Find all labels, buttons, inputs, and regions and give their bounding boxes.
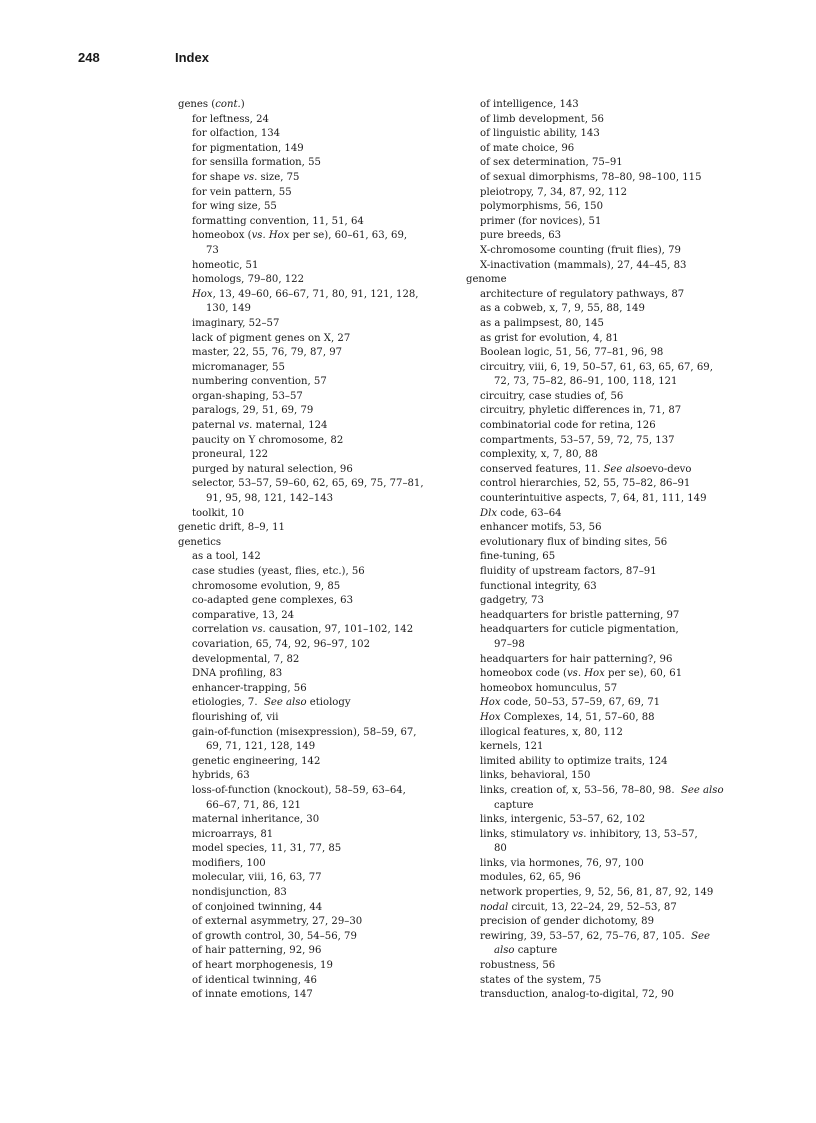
index-subentry: for shape vs. size, 75 (192, 171, 300, 183)
index-subentry: proneural, 122 (192, 449, 269, 461)
index-continuation: 130, 149 (206, 303, 251, 315)
index-subentry: complexity, x, 7, 80, 88 (480, 449, 598, 461)
index-subentry: of innate emotions, 147 (192, 989, 313, 1001)
index-subentry: as a tool, 142 (192, 551, 261, 563)
index-subentry: of external asymmetry, 27, 29–30 (192, 916, 363, 928)
index-subentry: molecular, viii, 16, 63, 77 (192, 872, 322, 884)
index-subentry: as a cobweb, x, 7, 9, 55, 88, 149 (480, 303, 645, 315)
index-subentry: co-adapted gene complexes, 63 (192, 595, 353, 607)
index-subentry: correlation vs. causation, 97, 101–102, 142 (192, 624, 414, 636)
index-subentry: model species, 11, 31, 77, 85 (192, 843, 342, 855)
index-subentry: of linguistic ability, 143 (480, 128, 600, 140)
index-subentry: for vein pattern, 55 (192, 186, 292, 198)
running-head: Index (175, 50, 209, 65)
index-subentry: control hierarchies, 52, 55, 75–82, 86–91 (480, 478, 691, 490)
index-subentry: selector, 53–57, 59–60, 62, 65, 69, 75, 77–81, (192, 478, 424, 490)
index-subentry: nondisjunction, 83 (192, 887, 287, 899)
index-subentry: evolutionary flux of binding sites, 56 (480, 536, 668, 548)
index-subentry: nodal circuit, 13, 22–24, 29, 52–53, 87 (480, 901, 677, 913)
index-subentry: Dlx code, 63–64 (480, 507, 562, 519)
index-subentry: of sexual dimorphisms, 78–80, 98–100, 115 (480, 171, 702, 183)
index-subentry: homologs, 79–80, 122 (192, 274, 305, 286)
index-subentry: Boolean logic, 51, 56, 77–81, 96, 98 (480, 347, 664, 359)
index-subentry: combinatorial code for retina, 126 (480, 420, 656, 432)
index-subentry: enhancer motifs, 53, 56 (480, 522, 602, 534)
index-subentry: Hox code, 50–53, 57–59, 67, 69, 71 (480, 697, 661, 709)
index-subentry: headquarters for hair patterning?, 96 (480, 653, 673, 665)
index-subentry: pure breeds, 63 (480, 230, 562, 242)
index-subentry: organ-shaping, 53–57 (192, 390, 303, 402)
index-subentry: compartments, 53–57, 59, 72, 75, 137 (480, 434, 675, 446)
index-heading: genetics (178, 536, 222, 548)
index-subentry: conserved features, 11. See alsoevo-devo (480, 463, 692, 475)
index-subentry: for olfaction, 134 (192, 128, 281, 140)
index-subentry: for wing size, 55 (192, 201, 277, 213)
index-subentry: circuitry, viii, 6, 19, 50–57, 61, 63, 65, 67, 69, (480, 361, 713, 373)
index-subentry: formatting convention, 11, 51, 64 (192, 215, 364, 227)
index-subentry: fine-tuning, 65 (480, 551, 556, 563)
index-subentry: lack of pigment genes on X, 27 (192, 332, 351, 344)
index-subentry: architecture of regulatory pathways, 87 (480, 288, 685, 300)
index-continuation: 73 (206, 244, 219, 256)
index-subentry: as a palimpsest, 80, 145 (480, 317, 604, 329)
index-continuation: 69, 71, 121, 128, 149 (206, 741, 316, 753)
index-subentry: links, intergenic, 53–57, 62, 102 (480, 814, 646, 826)
index-subentry: genetic engineering, 142 (192, 755, 321, 767)
index-subentry: homeotic, 51 (192, 259, 259, 271)
index-subentry: homeobox homunculus, 57 (480, 682, 618, 694)
index-column-right (466, 98, 751, 1003)
index-subentry: of intelligence, 143 (480, 99, 579, 110)
index-subentry: enhancer-trapping, 56 (192, 682, 307, 694)
index-subentry: counterintuitive aspects, 7, 64, 81, 111, 149 (480, 493, 707, 505)
index-subentry: master, 22, 55, 76, 79, 87, 97 (192, 347, 343, 359)
index-subentry: states of the system, 75 (480, 974, 602, 986)
index-subentry: of limb development, 56 (480, 113, 604, 125)
index-subentry: microarrays, 81 (192, 828, 274, 840)
index-subentry: imaginary, 52–57 (192, 317, 280, 329)
index-subentry: loss-of-function (knockout), 58–59, 63–64, (192, 784, 406, 796)
index-subentry: gain-of-function (misexpression), 58–59, 67, (192, 726, 417, 738)
index-heading: genes (cont.) (178, 99, 245, 110)
index-continuation: also capture (494, 945, 558, 957)
index-subentry: for leftness, 24 (192, 113, 269, 125)
index-subentry: purged by natural selection, 96 (192, 463, 353, 475)
index-subentry: developmental, 7, 82 (192, 653, 300, 665)
index-subentry: functional integrity, 63 (480, 580, 597, 592)
index-subentry: case studies (yeast, flies, etc.), 56 (192, 566, 365, 577)
index-subentry: DNA profiling, 83 (192, 668, 283, 680)
index-subentry: of hair patterning, 92, 96 (192, 945, 322, 957)
index-column-left (178, 98, 453, 1003)
index-continuation: 97–98 (494, 638, 525, 650)
index-continuation: 66–67, 71, 86, 121 (206, 799, 301, 811)
index-subentry: numbering convention, 57 (192, 376, 327, 388)
index-heading: genome (466, 274, 507, 286)
index-subentry: toolkit, 10 (192, 507, 245, 519)
index-subentry: Hox, 13, 49–60, 66–67, 71, 80, 91, 121, 128, (192, 288, 419, 300)
index-subentry: chromosome evolution, 9, 85 (192, 580, 341, 592)
index-subentry: fluidity of upstream factors, 87–91 (480, 566, 657, 577)
index-subentry: polymorphisms, 56, 150 (480, 201, 604, 213)
index-subentry: maternal inheritance, 30 (192, 814, 320, 826)
index-subentry: paternal vs. maternal, 124 (192, 420, 328, 432)
index-subentry: links, stimulatory vs. inhibitory, 13, 53–57, (480, 828, 698, 840)
index-subentry: of sex determination, 75–91 (480, 157, 623, 169)
index-subentry: X-inactivation (mammals), 27, 44–45, 83 (480, 259, 687, 271)
index-subentry: pleiotropy, 7, 34, 87, 92, 112 (480, 186, 628, 198)
index-subentry: rewiring, 39, 53–57, 62, 75–76, 87, 105. See (480, 930, 710, 942)
index-subentry: illogical features, x, 80, 112 (480, 726, 623, 738)
index-subentry: links, behavioral, 150 (480, 770, 591, 782)
index-subentry: circuitry, case studies of, 56 (480, 390, 624, 402)
index-subentry: modifiers, 100 (192, 857, 266, 869)
index-subentry: circuitry, phyletic differences in, 71, 87 (480, 405, 682, 417)
index-subentry: paucity on Y chromosome, 82 (192, 434, 344, 446)
index-subentry: of conjoined twinning, 44 (192, 901, 323, 913)
index-subentry: of identical twinning, 46 (192, 974, 317, 986)
index-subentry: of mate choice, 96 (480, 142, 575, 154)
index-subentry: Hox Complexes, 14, 51, 57–60, 88 (480, 711, 655, 723)
index-subentry: for sensilla formation, 55 (192, 157, 321, 169)
index-continuation: capture (494, 799, 534, 811)
index-subentry: homeobox code (vs. Hox per se), 60, 61 (480, 668, 683, 680)
index-continuation: 72, 73, 75–82, 86–91, 100, 118, 121 (494, 376, 678, 388)
index-subentry: for pigmentation, 149 (192, 142, 304, 154)
index-subentry: flourishing of, vii (192, 711, 279, 723)
index-subentry: links, creation of, x, 53–56, 78–80, 98. See also (480, 784, 724, 796)
index-subentry: headquarters for cuticle pigmentation, (480, 624, 679, 636)
index-subentry: micromanager, 55 (192, 361, 285, 373)
index-subentry: primer (for novices), 51 (480, 215, 602, 227)
index-subentry: links, via hormones, 76, 97, 100 (480, 857, 644, 869)
index-subentry: limited ability to optimize traits, 124 (480, 755, 668, 767)
index-subentry: homeobox (vs. Hox per se), 60–61, 63, 69, (192, 230, 408, 242)
index-subentry: robustness, 56 (480, 960, 556, 972)
page-number: 248 (78, 50, 100, 65)
index-continuation: 80 (494, 843, 507, 855)
index-subentry: as grist for evolution, 4, 81 (480, 332, 619, 344)
index-subentry: transduction, analog-to-digital, 72, 90 (480, 989, 674, 1001)
index-subentry: headquarters for bristle patterning, 97 (480, 609, 680, 621)
index-subentry: of growth control, 30, 54–56, 79 (192, 930, 357, 942)
index-subentry: paralogs, 29, 51, 69, 79 (192, 405, 314, 417)
index-subentry: X-chromosome counting (fruit flies), 79 (480, 244, 681, 256)
index-subentry: kernels, 121 (480, 741, 544, 753)
index-subentry: precision of gender dichotomy, 89 (480, 916, 655, 928)
index-continuation: 91, 95, 98, 121, 142–143 (206, 493, 334, 505)
index-subentry: etiologies, 7. See also etiology (192, 697, 351, 709)
page-header (78, 50, 738, 68)
index-subentry: gadgetry, 73 (480, 595, 544, 607)
index-subentry: modules, 62, 65, 96 (480, 872, 581, 884)
index-subentry: comparative, 13, 24 (192, 609, 295, 621)
index-heading: genetic drift, 8–9, 11 (178, 522, 285, 534)
index-subentry: hybrids, 63 (192, 770, 250, 782)
index-subentry: of heart morphogenesis, 19 (192, 960, 333, 972)
index-subentry: network properties, 9, 52, 56, 81, 87, 92, 149 (480, 887, 714, 899)
index-subentry: covariation, 65, 74, 92, 96–97, 102 (192, 638, 371, 650)
